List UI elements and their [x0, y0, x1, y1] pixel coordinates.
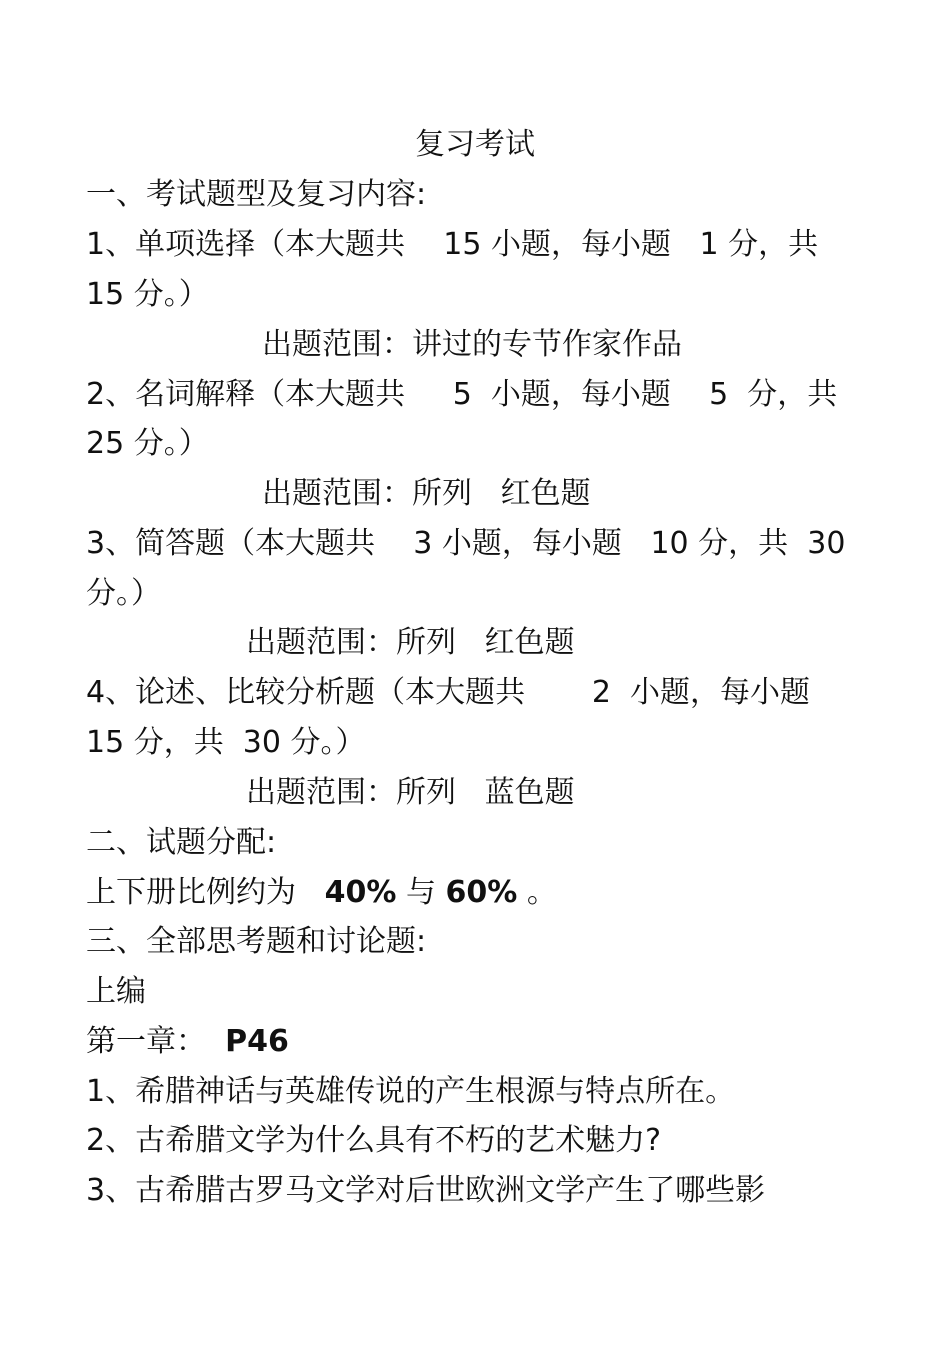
- chapter-line: [86, 1022, 289, 1062]
- ratio-a: 40%: [324, 875, 397, 910]
- ratio-mid: 与: [396, 875, 446, 910]
- chapter-label: 第一章：: [86, 1024, 226, 1059]
- q1-line-1: 1、单项选择（本大题共 15 小题，每小题 1 分，共: [86, 227, 819, 262]
- question-item-2: 2、古希腊文学为什么具有不朽的艺术魅力?: [86, 1123, 662, 1158]
- ratio-b: 60%: [445, 875, 518, 910]
- ratio-line: [86, 873, 557, 913]
- question-item-1: 1、希腊神话与英雄传说的产生根源与特点所在。: [86, 1074, 736, 1109]
- q2-scope: 出题范围：所列 红色题: [262, 476, 591, 511]
- q3-line-2: 分。）: [86, 576, 161, 611]
- chapter-page: P46: [225, 1024, 289, 1059]
- ratio-prefix: 上下册比例约为: [86, 875, 325, 910]
- q4-line-1: 4、论述、比较分析题（本大题共 2 小题，每小题: [86, 675, 810, 710]
- section-3-heading: 三、全部思考题和讨论题:: [86, 924, 427, 959]
- q1-scope: 出题范围：讲过的专节作家作品: [262, 327, 682, 362]
- q2-line-2: 25 分。）: [86, 426, 209, 461]
- q4-line-2: 15 分，共 30 分。）: [86, 725, 366, 760]
- q3-line-1: 3、简答题（本大题共 3 小题，每小题 10 分，共 30: [86, 526, 846, 561]
- q3-scope: 出题范围：所列 红色题: [246, 625, 575, 660]
- ratio-end: 。: [517, 875, 557, 910]
- q2-line-1: 2、名词解释（本大题共 5 小题，每小题 5 分，共: [86, 377, 838, 412]
- section-2-heading: 二、试题分配:: [86, 825, 277, 860]
- section-1-heading: 一、考试题型及复习内容:: [86, 177, 427, 212]
- q1-line-2: 15 分。）: [86, 277, 209, 312]
- volume-label: 上编: [86, 974, 146, 1009]
- page-title: 复习考试: [415, 127, 535, 162]
- q4-scope: 出题范围：所列 蓝色题: [246, 775, 575, 810]
- question-item-3: 3、古希腊古罗马文学对后世欧洲文学产生了哪些影: [86, 1173, 766, 1208]
